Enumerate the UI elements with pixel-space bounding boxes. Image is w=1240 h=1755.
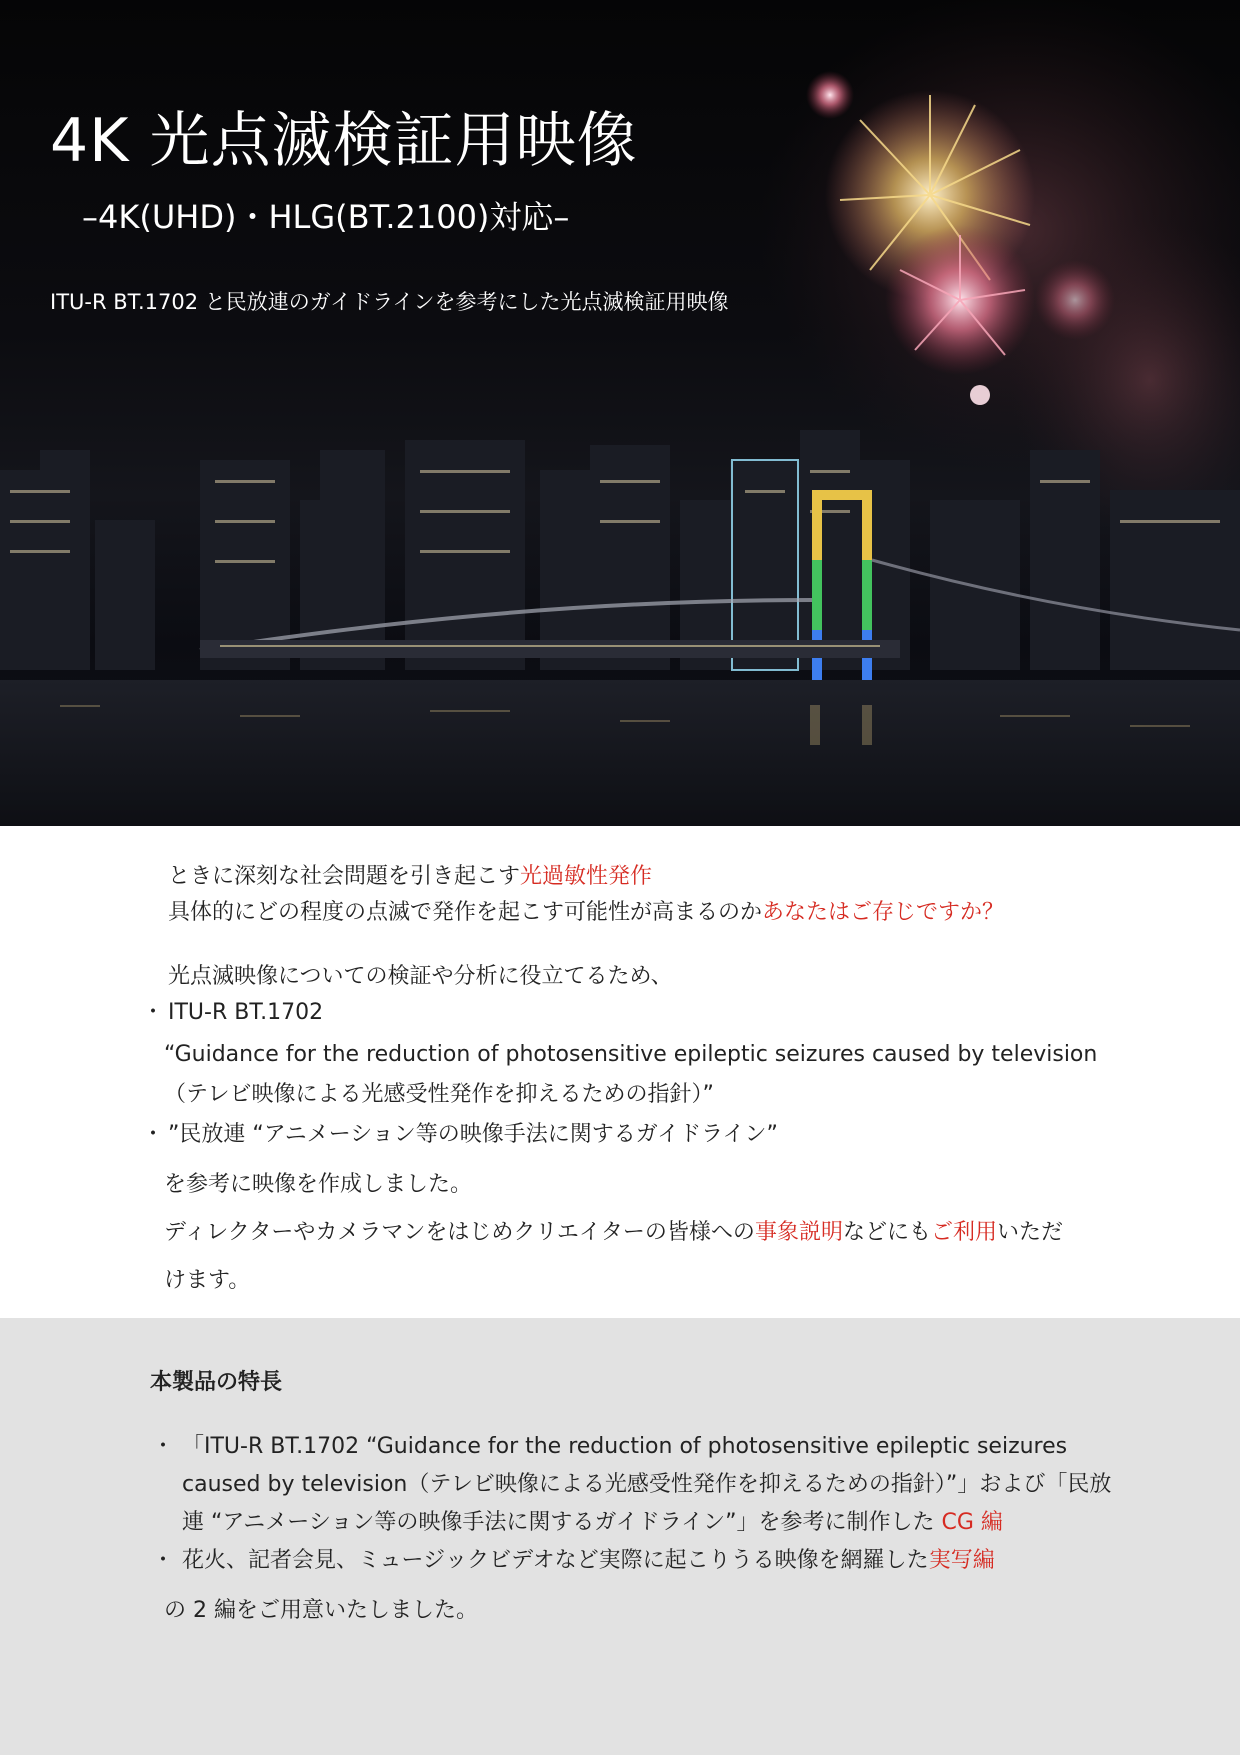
features-closing: の 2 編をご用意いたしました。 [164,1598,478,1623]
feature-text: 花火、記者会見、ミュージックビデオなど実際に起こりうる映像を網羅した [182,1548,929,1573]
page-title: 4K 光点滅検証用映像 [50,106,638,176]
feature-1-line-1: 「ITU-R BT.1702 “Guidance for the reduction of photosensitive epileptic seizures [182,1434,1068,1459]
page-subtitle: –4K(UHD)・HLG(BT.2100)対応– [82,198,570,236]
item-1-quote: “Guidance for the reduction of photosensitive epileptic seizures caused by television [164,1042,1098,1067]
intro-text: 具体的にどの程度の点滅で発作を起こす可能性が高まるのか [168,900,763,925]
highlight-text: CG 編 [941,1510,1003,1535]
feature-1-line-3 [182,1512,1003,1534]
intro-text: ディレクターやカメラマンをはじめクリエイターの皆様への [164,1220,755,1245]
intro-line-1 [168,866,652,888]
highlight-text: あなたはご存じですか？ [762,900,1005,925]
highlight-text: 事象説明 [754,1220,843,1245]
bullet-mark: ・ [152,1548,175,1573]
intro-line-6: けます。 [164,1268,251,1293]
intro-line-5 [164,1222,1063,1244]
item-1-japanese: （テレビ映像による光感受性発作を抑えるための指針）” [164,1082,714,1107]
bullet-mark: ・ [142,1000,165,1025]
highlight-text: 光過敏性発作 [520,864,653,889]
features-section [0,1318,1240,1755]
intro-line-2 [168,902,1004,924]
intro-section [0,826,1240,1318]
bullet-mark: ・ [152,1434,175,1459]
intro-line-3: 光点滅映像についての検証や分析に役立てるため、 [168,964,673,989]
page-tagline: ITU-R BT.1702 と民放連のガイドラインを参考にした光点滅検証用映像 [50,290,729,314]
feature-1-line-2: caused by television（テレビ映像による光感受性発作を抑えるための指針）”」および「民放 [182,1472,1112,1497]
item-1-title: ITU-R BT.1702 [168,1000,324,1025]
highlight-text: ご利用 [930,1220,997,1245]
intro-text: ときに深刻な社会問題を引き起こす [168,864,521,889]
feature-2 [182,1550,995,1572]
intro-line-4: を参考に映像を作成しました。 [164,1172,473,1197]
feature-text: 連 “アニメーション等の映像手法に関するガイドライン”」を参考に制作した [182,1510,942,1535]
city-skyline [0,430,1240,670]
item-2: ”民放連 “アニメーション等の映像手法に関するガイドライン” [168,1122,778,1147]
intro-text: などにも [842,1220,931,1245]
features-heading: 本製品の特長 [150,1370,283,1395]
bullet-mark: ・ [142,1122,165,1147]
intro-text: いただ [996,1220,1063,1245]
hero-banner [0,0,1240,826]
highlight-text: 実写編 [928,1548,995,1573]
